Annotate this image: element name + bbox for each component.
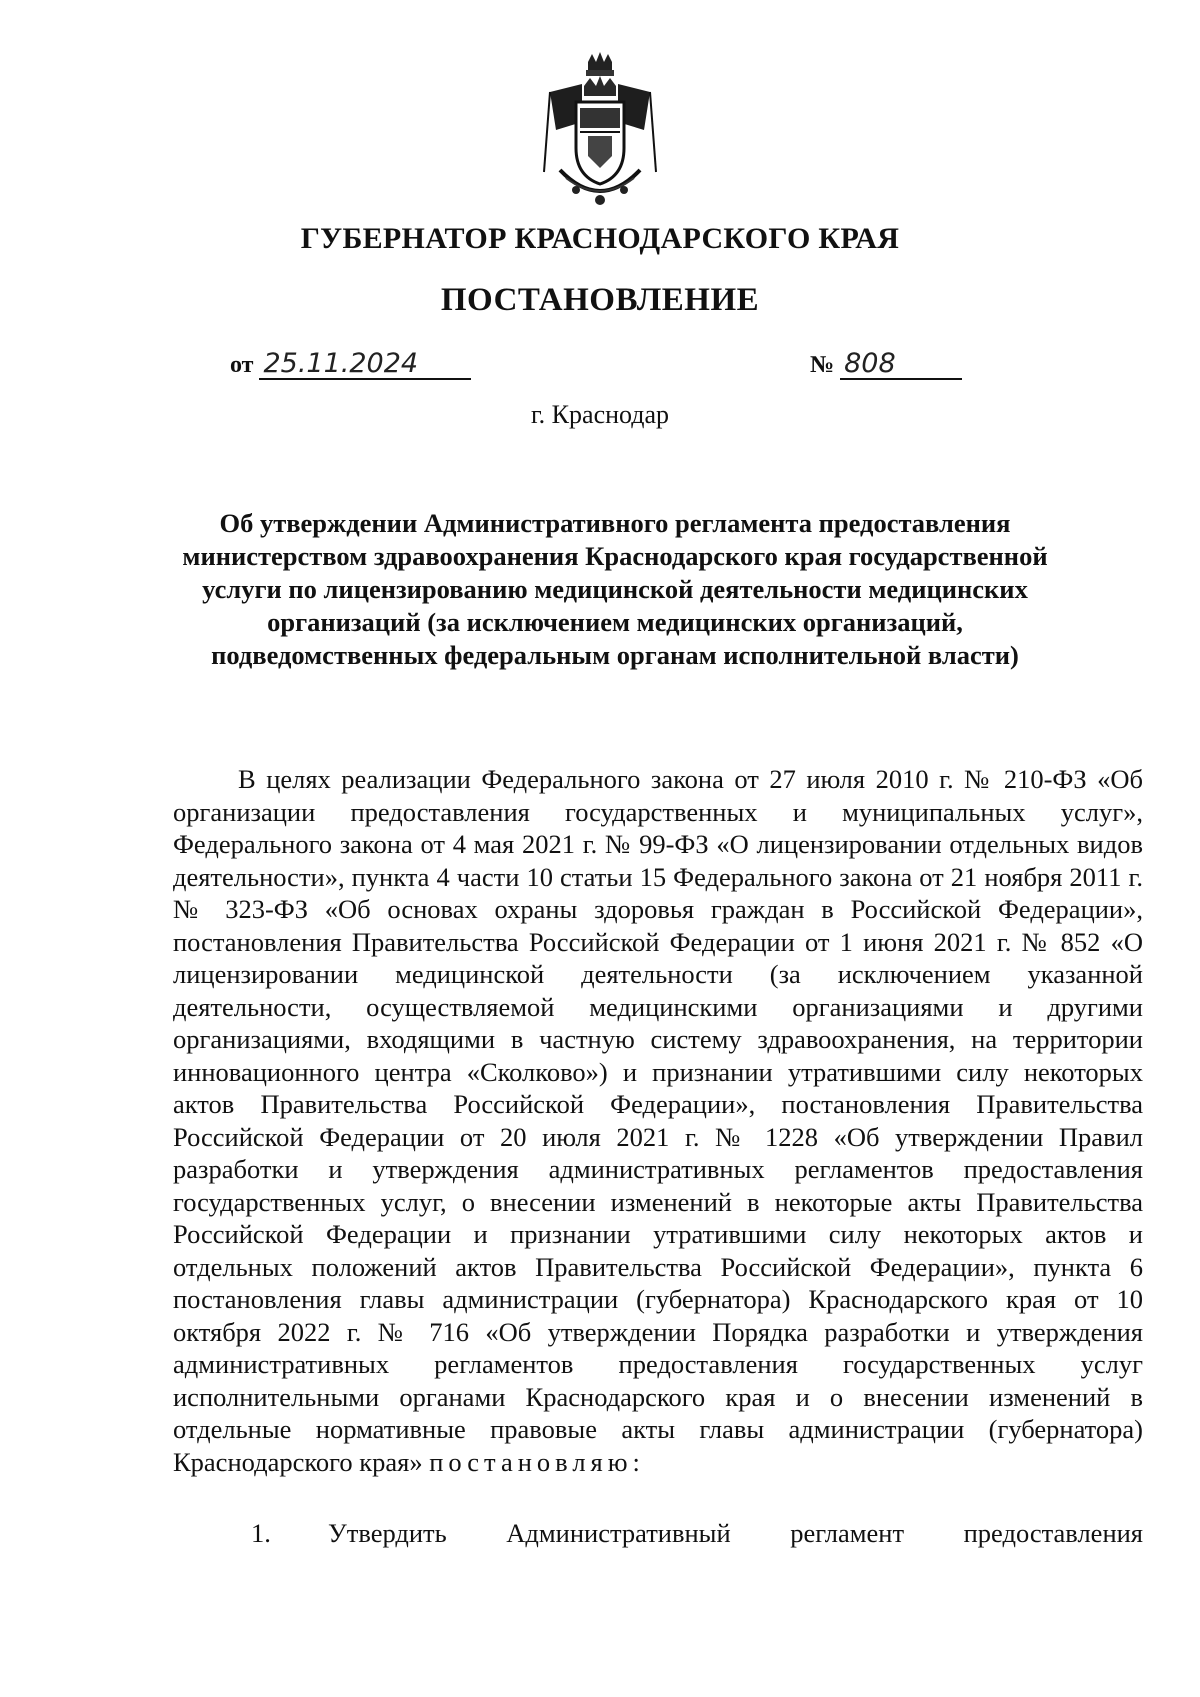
preamble-text: В целях реализации Федерального закона от 27 июля 2010 г. № 210-ФЗ «Об организации предоставления государственных и муниципальных услуг», Федерального закона от 4 мая 2021 г. № 99-ФЗ «О лицензировании отдельных видов деятельности», пункта 4 части 10 статьи 15 Федерального закона от 21 ноября 2011 г. № 323-ФЗ «Об основах охраны здоровья граждан в Российской Федерации», постановления Правительства Российской Федерации от 1 июня 2021 г. № 852 «О лицензировании медицинской деятельности (за исключением указанной деятельности, осуществляемой медицинскими организациями и другими организациями, входящими в частную систему здравоохранения, на территории инновационного центра «Сколково») и признании утратившими силу некоторых актов Правительства Российской Федерации», постановления Правительства Российской Федерации от 20 июля 2021 г. № 1228 «Об утверждении Правил разработки и утверждения административных регламентов предоставления государственных услуг, о внесении изменений в некоторые акты Правительства Российской Федерации и признании утратившими силу некоторых актов и отдельных положений актов Правительства Российской Федерации», пункта 6 постановления главы администрации (губернатора) Краснодарского края от 10 октября 2022 г. № 716 «Об утверждении Порядка разработки и утверждения административных регламентов предоставления государственных услуг исполнительными органами Краснодарского края и о внесении изменений в отдельные нормативные правовые акты главы администрации (губернатора) Краснодарского края» (173, 764, 1143, 1477)
body-paragraph (173, 763, 1143, 1478)
issuing-authority: ГУБЕРНАТОР КРАСНОДАРСКОГО КРАЯ (300, 222, 900, 255)
date-value: 25.11.2024 (259, 350, 471, 380)
city: г. Краснодар (530, 400, 670, 429)
document-title: Об утверждении Административного регламента предоставления министерством здравоохранения Краснодарского края государственной услуги по лицензированию медицинской деятельности медицинских организаций (за исключением медицинских организаций, подведомственных федеральным органам исполнительной власти) (182, 508, 1048, 670)
date-prefix: от (230, 352, 254, 378)
coat-of-arms-icon (530, 52, 670, 212)
number-field (810, 350, 962, 380)
document-type: ПОСТАНОВЛЕНИЕ (440, 282, 760, 318)
number-prefix: № (810, 352, 835, 378)
number-value: 808 (840, 350, 962, 380)
item-text: Утвердить Административный регламент предоставления (328, 1518, 1143, 1548)
date-field (230, 350, 471, 380)
resolve-word: постановляю: (429, 1446, 645, 1477)
item-number: 1. (251, 1518, 271, 1548)
